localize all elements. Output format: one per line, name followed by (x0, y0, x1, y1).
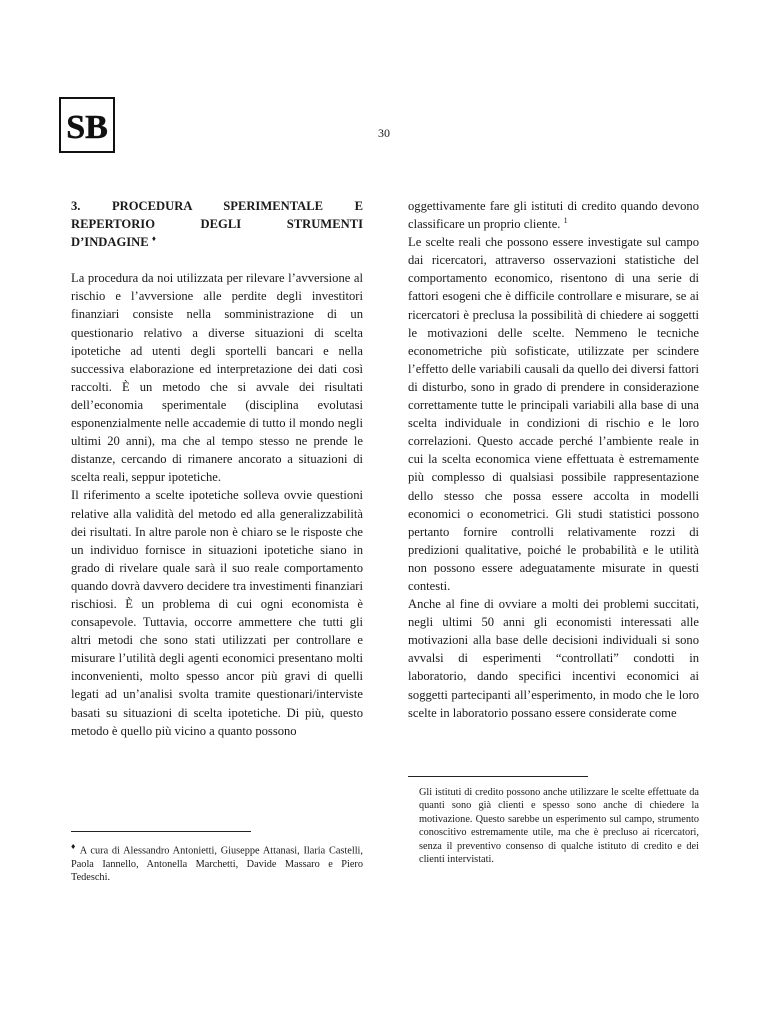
page-number: 30 (378, 126, 390, 140)
body-paragraph: Il riferimento a scelte ipotetiche solleva ovvie questioni relative alla validità del metodo ed alla generalizzabilità dei risultati. In altre parole non è chiaro se le risposte che un individuo fornisce in situazioni ipotetiche siano in grado di rivelare quale sarà il suo reale comportamento quando dovrà davvero decidere tra investimenti finanziari rischiosi. È un problema di cui ogni economista è consapevole. Tuttavia, occorre ammettere che tutti gli altri metodi che sono stati utilizzati per controllare e misurare l’utilità degli agenti economici presentano molti inconvenienti, molto spesso ancor più gravi di quelli legati ad un’analisi svolta tramite questionari/interviste basati su situazioni di scelta ipotetiche. Di più, questo metodo è quello più vicino a quanto possono (71, 488, 363, 738)
left-column (71, 197, 363, 740)
heading-footnote-marker: ♦ (151, 234, 156, 243)
body-paragraph (408, 197, 699, 233)
footnote (71, 840, 363, 885)
right-column (408, 197, 699, 722)
section-heading-line-2: REPERTORIO DEGLI STRUMENTI (71, 217, 363, 232)
body-paragraph: Anche al fine di ovviare a molti dei problemi succitati, negli ultimi 50 anni gli economisti interessati alle motivazioni alla base delle decisioni individuali si sono avvalsi di esperimenti “controllati” condotti in laboratorio, dando specifici incentivi economici ai soggetti partecipanti all’esperimento, in modo che le loro scelte in laboratorio possano essere considerate come (408, 597, 699, 720)
section-heading-text: D’INDAGINE (71, 235, 149, 250)
section-heading-line-1: 3. PROCEDURA SPERIMENTALE E (71, 199, 363, 213)
footnote-text: A cura di Alessandro Antonietti, Giuseppe Attanasi, Ilaria Castelli, Paola Iannello, Antonella Marchetti, Davide Massaro e Piero Tedeschi. (71, 845, 363, 884)
footnote-divider (71, 831, 251, 832)
footnote-divider (408, 776, 588, 777)
footnote-reference: 1 (563, 215, 568, 225)
body-paragraph: La procedura da noi utilizzata per rilevare l’avversione al rischio e l’avversione alle perdite degli investitori finanziari consiste nella somministrazione di un questionario relativo a diverse situazioni di scelta ipotetiche ad utenti degli sportelli bancari e nella successiva elaborazione ed interpretazione dei dati così raccolti. È un metodo che si avvale dei risultati dell’economia sperimentale (disciplina evolutasi esponenzialmente nelle accademie di tutto il mondo negli ultimi 20 anni), ma che al tempo stesso ne prende le distanze, cercando di rimanere ancorato a situazioni di scelta reali, seppur ipotetiche. (71, 271, 363, 485)
publisher-logo (58, 96, 116, 154)
footnote-text: Gli istituti di credito possono anche utilizzare le scelte effettuate da quanti sono già clienti e spesso sono anche di chiedere la motivazione. Questo sarebbe un esperimento sul campo, strumento conoscitivo estremamente utile, ma che è precluso ai ricercatori, senza il preventivo consenso di qualche istituto di credito e dei clienti intervistati. (419, 787, 699, 866)
footnote-marker: ♦ (71, 841, 77, 851)
body-paragraph: Le scelte reali che possono essere investigate sul campo dai ricercatori, attraverso osservazioni statistiche del comportamento economico, risentono di una serie di fattori esogeni che è difficile controllare e misurare, se ai ricercatori è preclusa la possibilità di chiedere ai soggetti le motivazioni delle scelte. Nemmeno le tecniche econometriche più sofisticate, utilizzate per scindere l’effetto delle variabili causali da quello dei diversi fattori di disturbo, sono in grado di prendere in considerazione correttamente tutte le principali variabili alla base di una scelta individuale in condizioni di rischio e le loro correlazioni. Questo accade perché l’ambiente reale in cui la scelta economica viene effettuata è estremamente più complesso di qualsiasi possibile rappresentazione dello stesso che possa essere accolta in modelli economici o econometrici. Gli studi statistici possono pertanto fornire controlli relativamente rozzi di predizioni qualitative, poiché le probabilità e le utilità non possono essere adeguatamente misurate in questi contesti. (408, 235, 699, 593)
section-heading-line-3 (71, 233, 363, 251)
paragraph-text: oggettivamente fare gli istituti di credito quando devono classificare un proprio cliente. (408, 199, 699, 232)
svg-text:SB: SB (66, 109, 108, 146)
